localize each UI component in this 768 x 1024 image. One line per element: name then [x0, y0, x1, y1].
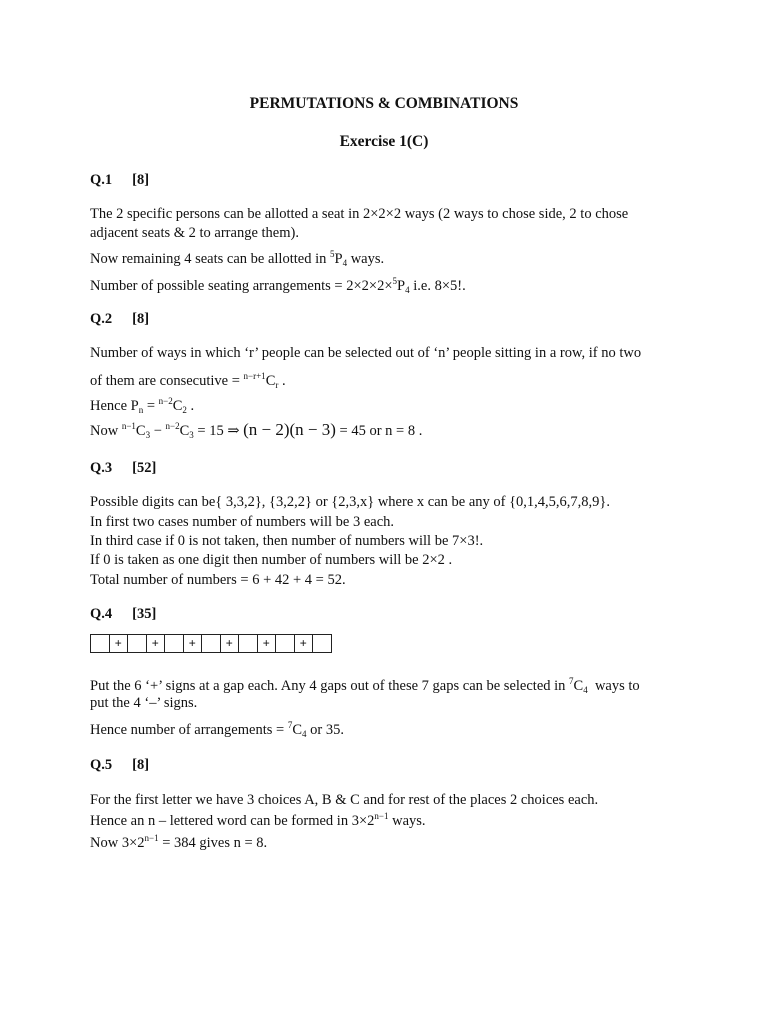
grid-cell	[165, 635, 184, 652]
question-label-q3: Q.3 [52]	[90, 460, 157, 476]
q3-line-3: In third case if 0 is not taken, then number of numbers will be 7×3!.	[90, 533, 484, 549]
grid-cell	[202, 635, 221, 652]
sign-gap-grid	[90, 634, 332, 653]
grid-cell: +	[295, 635, 314, 652]
question-label-q1: Q.1 [8]	[90, 172, 150, 188]
q4-line-2: put the 4 ‘–’ signs.	[90, 695, 198, 711]
grid-cell	[239, 635, 258, 652]
question-label-q4: Q.4 [35]	[90, 606, 157, 622]
q1-line-4: Number of possible seating arrangements = $2\times 2\times 2\times^5P_4$ i.e. 8×5!.	[90, 276, 466, 295]
q2-line-4: Now $^{n-1}C_3 - ^{n-2}C_3 = 15$ ⇒ (n − 2)(n − 3) = 45 or n = 8 .	[90, 420, 423, 440]
grid-cell: +	[184, 635, 203, 652]
q4-line-1: Put the 6 ‘+’ signs at a gap each. Any 4 gaps out of these 7 gaps can be selected in $^7C_4$ ways to	[90, 676, 640, 695]
q5-line-1: For the first letter we have 3 choices A, B & C and for rest of the places 2 choices each.	[90, 792, 599, 808]
grid-cell	[313, 635, 331, 652]
grid-cell: +	[221, 635, 240, 652]
q3-line-5: Total number of numbers = 6 + 42 + 4 = 52.	[90, 572, 346, 588]
page-title: PERMUTATIONS & COMBINATIONS	[249, 95, 519, 112]
q2-line-1: Number of ways in which ‘r’ people can be selected out of ‘n’ people sitting in a row, if no two	[90, 345, 642, 361]
q5-line-2: Hence an n – lettered word can be formed in $3\times 2^{n-1}$ ways.	[90, 811, 426, 829]
grid-cell: +	[258, 635, 277, 652]
exercise-heading: Exercise 1(C)	[339, 133, 429, 150]
q1-line-3: Now remaining 4 seats can be allotted in $^5P_4$ ways.	[90, 249, 385, 268]
q5-line-3: Now $3\times 2^{n-1} = 384$ gives n = 8.	[90, 833, 268, 851]
q3-line-4: If 0 is taken as one digit then number of numbers will be 2×2 .	[90, 552, 453, 568]
question-label-q2: Q.2 [8]	[90, 311, 150, 327]
q2-line-3: Hence $P_n = ^{n-2}C_2$ .	[90, 396, 195, 415]
grid-cell: +	[147, 635, 166, 652]
grid-cell	[128, 635, 147, 652]
q3-line-1: Possible digits can be{ 3,3,2}, {3,2,2} or {2,3,x} where x can be any of {0,1,4,5,6,7,8,9}.	[90, 494, 611, 510]
q3-line-2: In first two cases number of numbers will be 3 each.	[90, 514, 395, 530]
q1-line-2: adjacent seats & 2 to arrange them).	[90, 225, 299, 241]
q1-line-1: The 2 specific persons can be allotted a seat in 2×2×2 ways (2 ways to chose side, 2 to chose	[90, 206, 629, 222]
grid-cell	[91, 635, 110, 652]
grid-cell: +	[110, 635, 129, 652]
q4-line-3: Hence number of arrangements = $^7C_4$ or 35.	[90, 720, 344, 739]
q2-line-2: of them are consecutive = $^{n-r+1}C_r$ .	[90, 371, 286, 390]
grid-cell	[276, 635, 295, 652]
question-label-q5: Q.5 [8]	[90, 757, 150, 773]
